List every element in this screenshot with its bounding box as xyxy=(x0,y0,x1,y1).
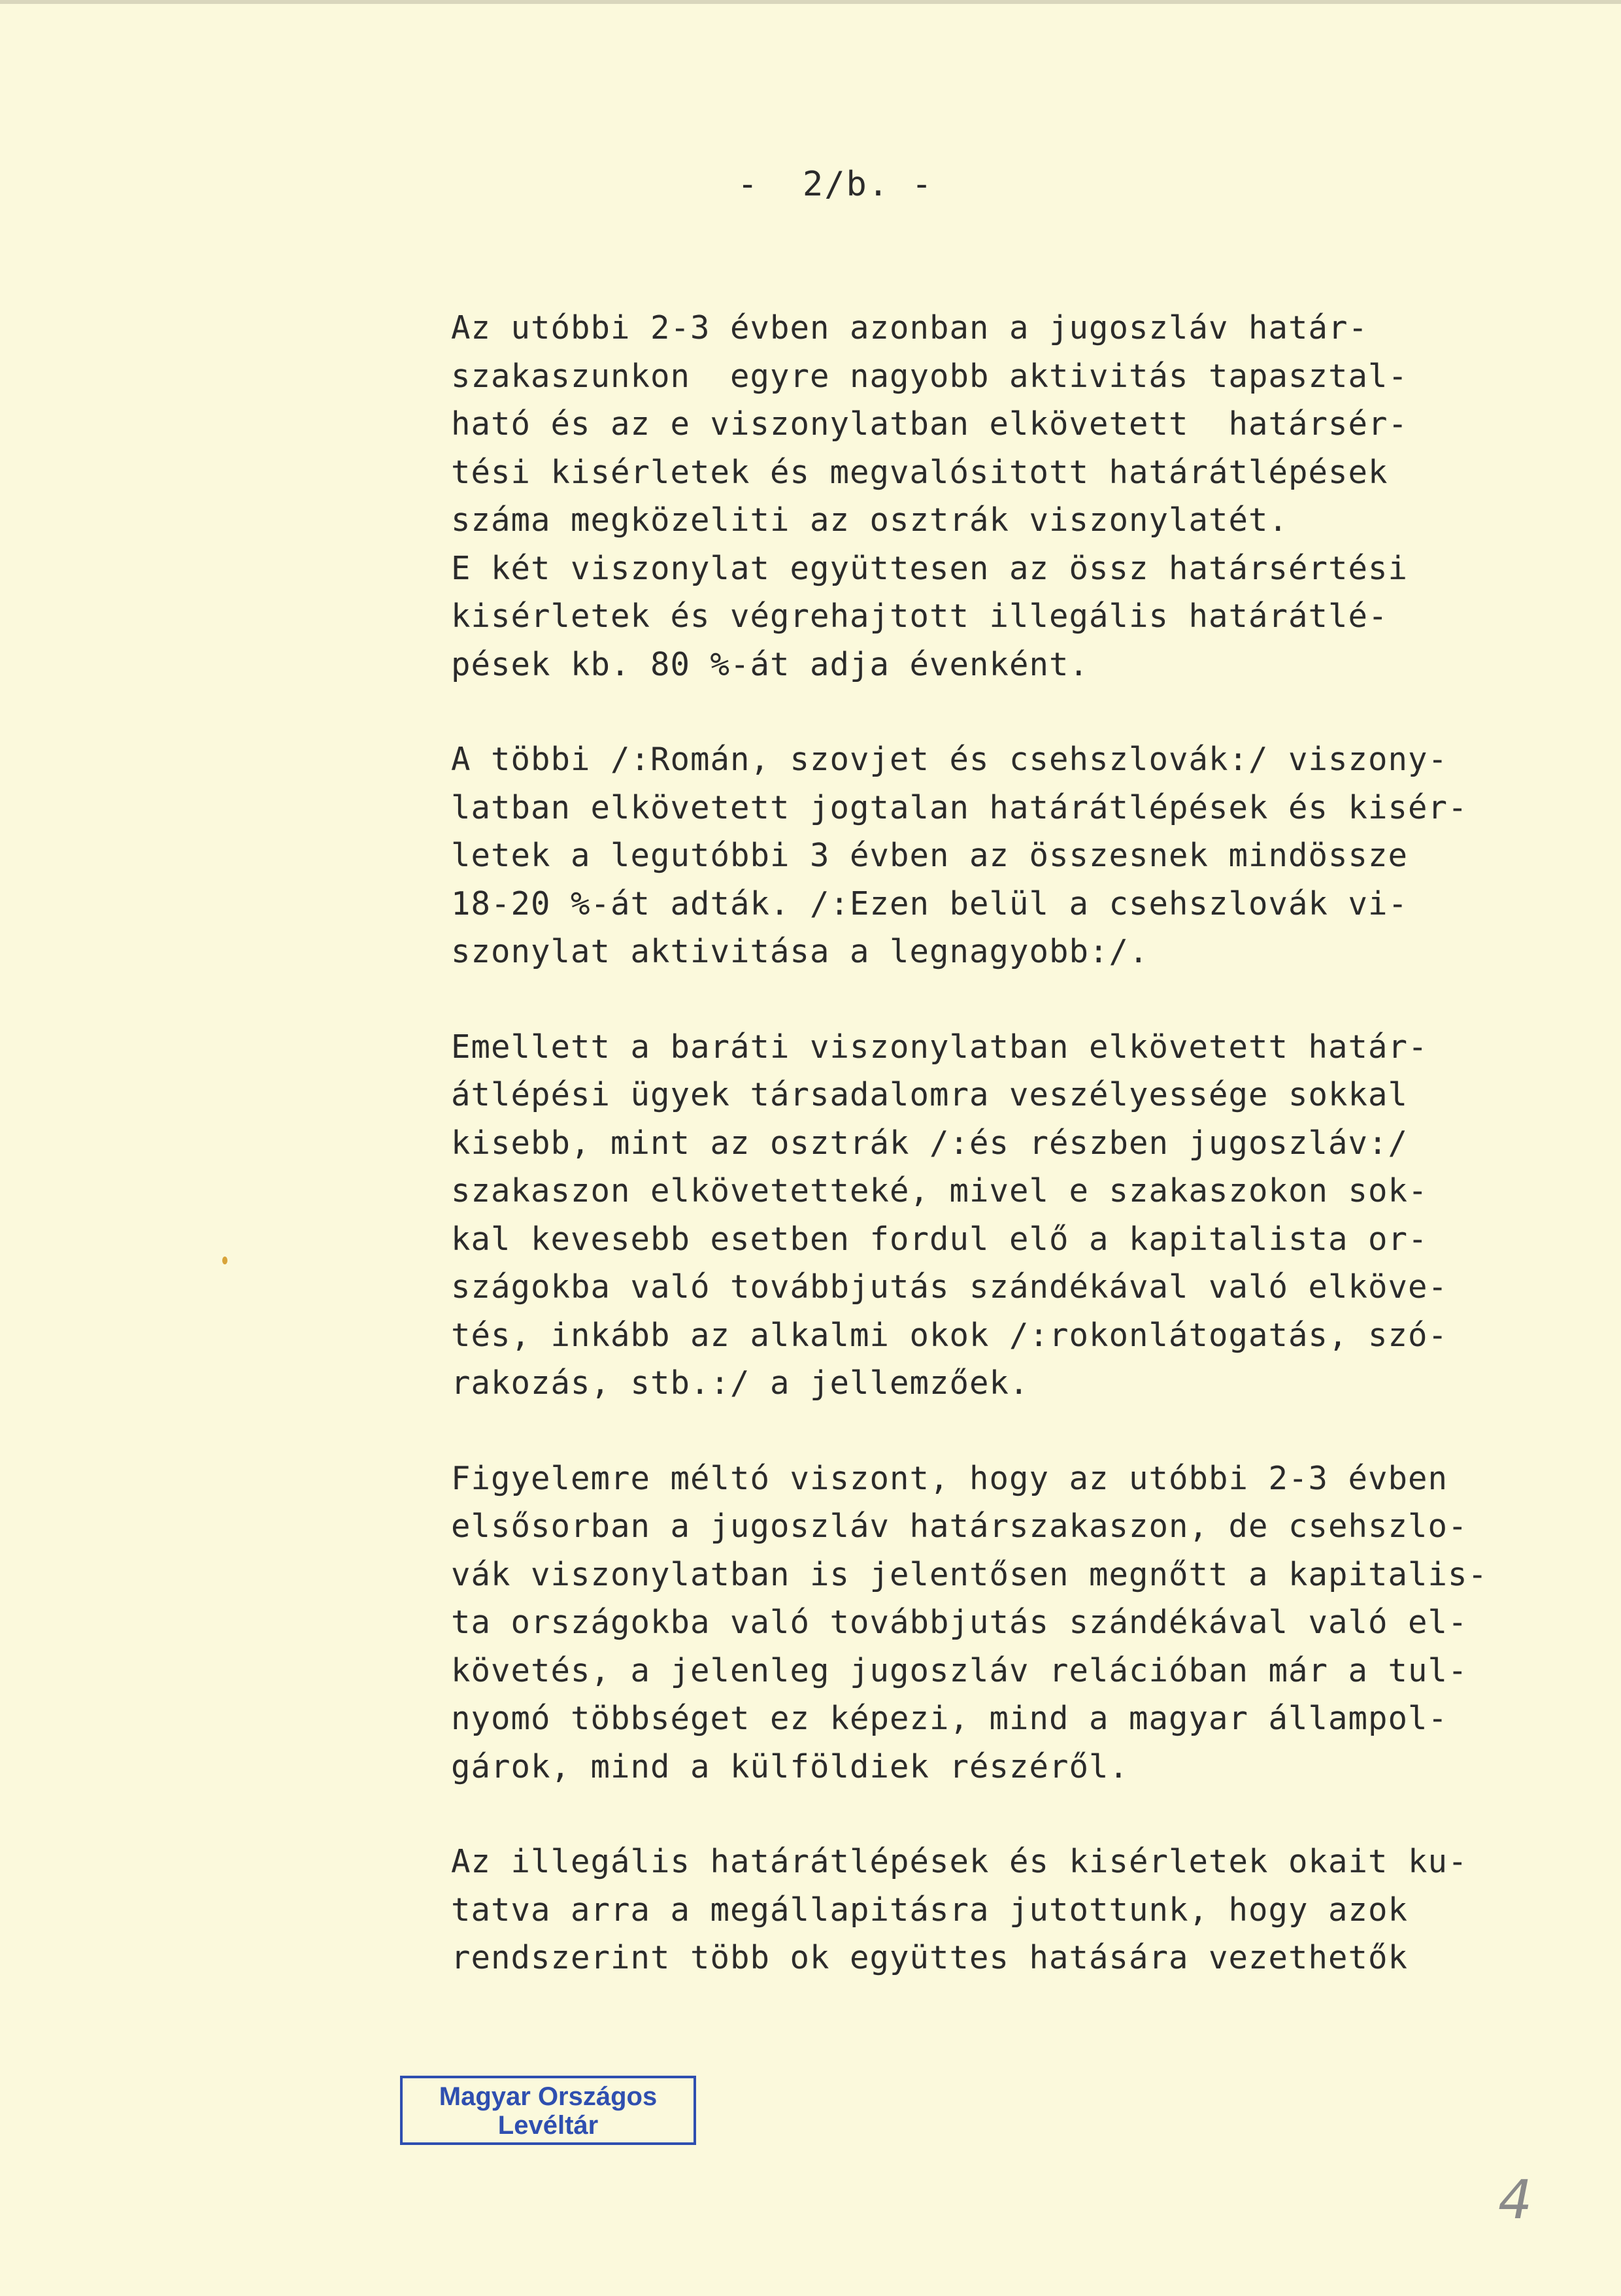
paragraph-3 xyxy=(451,1023,1503,1408)
text-line: száma megközeliti az osztrák viszonylatét. xyxy=(451,501,1289,539)
paragraph-1 xyxy=(451,304,1503,688)
paragraph-4 xyxy=(451,1455,1503,1791)
text-line: tés, inkább az alkalmi okok /:rokonlátogatás, szó- xyxy=(451,1316,1448,1354)
text-line: latban elkövetett jogtalan határátlépések és kisér- xyxy=(451,788,1468,826)
text-line: Emellett a baráti viszonylatban elkövetett határ- xyxy=(451,1028,1428,1066)
stamp-line-archive-name: Magyar Országos xyxy=(439,2082,658,2111)
text-line: ható és az e viszonylatban elkövetett határsér- xyxy=(451,405,1409,443)
document-body xyxy=(451,304,1503,2029)
text-line: E két viszonylat együttesen az össz határsértési xyxy=(451,549,1409,587)
ink-speck xyxy=(222,1257,227,1264)
paragraph-2 xyxy=(451,735,1503,976)
text-line: elsősorban a jugoszláv határszakaszon, de csehszlo- xyxy=(451,1508,1468,1545)
text-line: tési kisérletek és megvalósitott határátlépések xyxy=(451,453,1388,491)
paragraph-5 xyxy=(451,1838,1503,1982)
stamp-line-archive-type: Levéltár xyxy=(497,2111,599,2140)
text-line: követés, a jelenleg jugoszláv relációban már a tul- xyxy=(451,1651,1468,1689)
text-line: vák viszonylatban is jelentősen megnőtt a kapitalis- xyxy=(451,1555,1488,1593)
text-line: rakozás, stb.:/ a jellemzőek. xyxy=(451,1364,1029,1402)
page-number: - 2/b. - xyxy=(737,165,933,204)
text-line: kal kevesebb esetben fordul elő a kapitalista or- xyxy=(451,1220,1428,1258)
text-line: kisebb, mint az osztrák /:és részben jugoszláv:/ xyxy=(451,1124,1409,1162)
text-line: gárok, mind a külföldiek részéről. xyxy=(451,1747,1129,1785)
text-line: nyomó többséget ez képezi, mind a magyar állampol- xyxy=(451,1700,1448,1737)
text-line: 18-20 %-át adták. /:Ezen belül a csehszlovák vi- xyxy=(451,885,1409,922)
text-line: átlépési ügyek társadalomra veszélyessége sokkal xyxy=(451,1076,1409,1113)
text-line: szakaszon elkövetetteké, mivel e szakaszokon sok- xyxy=(451,1172,1428,1209)
text-line: rendszerint több ok együttes hatására vezethetők xyxy=(451,1939,1409,1976)
text-line: szágokba való továbbjutás szándékával való elköve- xyxy=(451,1268,1448,1306)
text-line: ta országokba való továbbjutás szándékával való el- xyxy=(451,1604,1468,1641)
text-line: szakaszunkon egyre nagyobb aktivitás tapasztal- xyxy=(451,357,1409,395)
archive-stamp xyxy=(400,2076,696,2145)
text-line: szonylat aktivitása a legnagyobb:/. xyxy=(451,933,1149,970)
page-top-edge xyxy=(0,0,1621,4)
text-line: tatva arra a megállapitásra jutottunk, hogy azok xyxy=(451,1891,1409,1929)
text-line: Az illegális határátlépések és kisérletek okait ku- xyxy=(451,1843,1468,1880)
text-line: Figyelemre méltó viszont, hogy az utóbbi 2-3 évben xyxy=(451,1459,1448,1497)
text-line: letek a legutóbbi 3 évben az összesnek mindössze xyxy=(451,837,1409,874)
text-line: A többi /:Román, szovjet és csehszlovák:/ viszony- xyxy=(451,741,1448,778)
text-line: kisérletek és végrehajtott illegális határátlé- xyxy=(451,598,1388,635)
handwritten-page-mark: 4 xyxy=(1498,2169,1533,2231)
text-line: pések kb. 80 %-át adja évenként. xyxy=(451,645,1090,683)
text-line: Az utóbbi 2-3 évben azonban a jugoszláv határ- xyxy=(451,309,1369,346)
